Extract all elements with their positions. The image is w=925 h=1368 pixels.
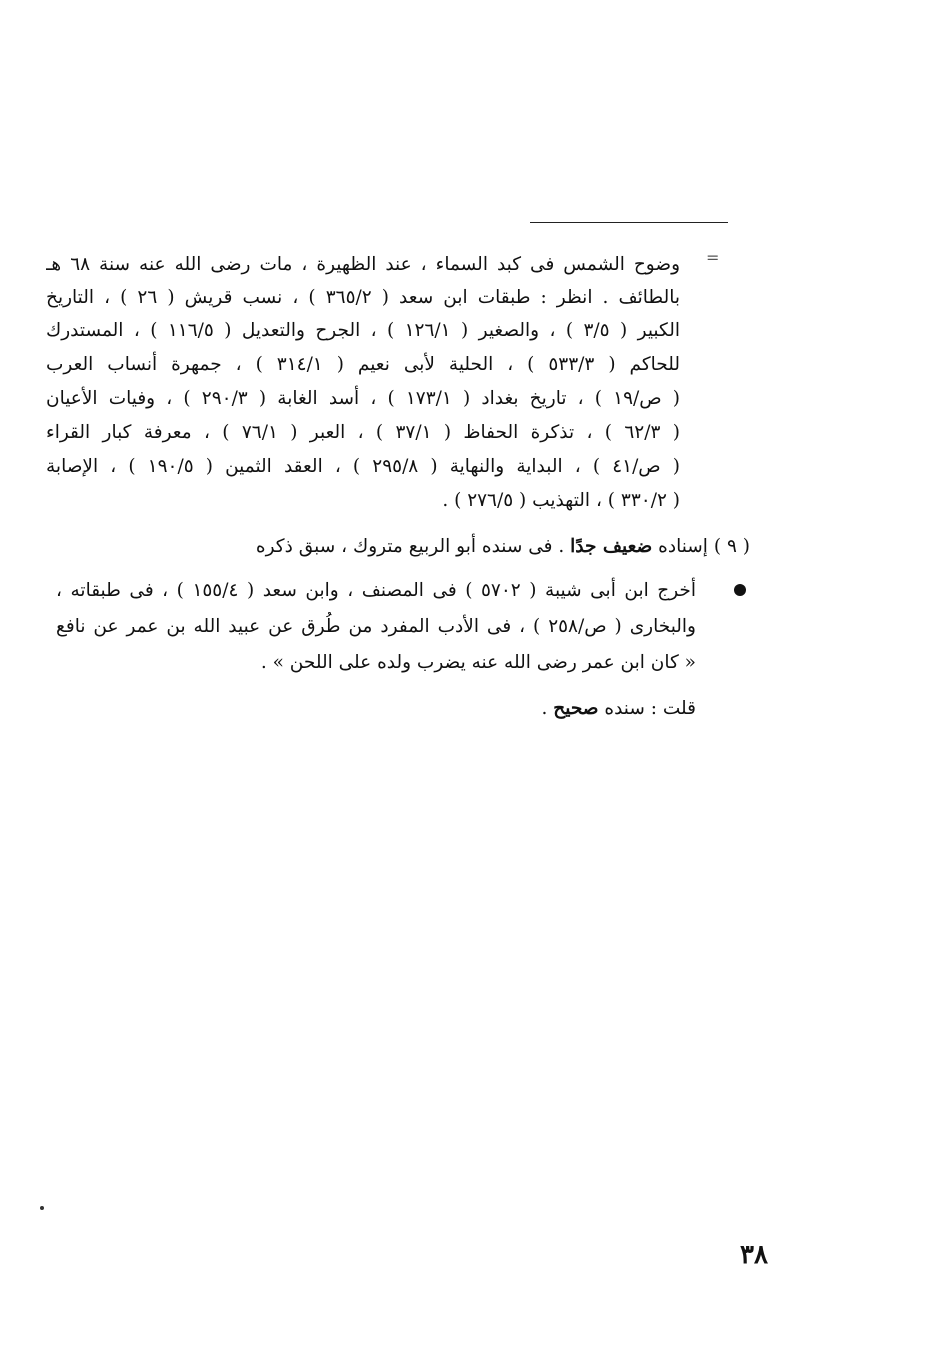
takhrij-line-last: « كان ابن عمر رضى الله عنه يضرب ولده على اللحن » .	[260, 652, 696, 673]
conclusion-verdict: صحيح	[553, 698, 599, 719]
conclusion-end: .	[541, 698, 548, 719]
note-9-line	[176, 532, 750, 562]
footnote-line: وضوح الشمس فى كبد السماء ، عند الظهيرة ، مات رضى الله عنه سنة ٦٨ هـ	[46, 254, 680, 275]
footnote-line: للحاكم ( ٥٣٣/٣ ) ، الحلية لأبى نعيم ( ٣١٤/١ ) ، جمهرة أنساب العرب	[46, 354, 680, 375]
note-9-number: ( ٩ )	[713, 536, 750, 557]
footnote-line: بالطائف . انظر : طبقات ابن سعد ( ٣٦٥/٢ ) ، نسب قريش ( ٢٦ ) ، التاريخ	[46, 287, 680, 308]
footnote-line: ( ص/١٩ ) ، تاريخ بغداد ( ١٧٣/١ ) ، أسد الغابة ( ٢٩٠/٣ ) ، وفيات الأعيان	[46, 388, 680, 409]
footnote-continuation-marker: =	[706, 248, 720, 267]
conclusion-line	[420, 694, 696, 724]
takhrij-line: والبخارى ( ص/٢٥٨ ) ، فى الأدب المفرد من طُرق عن عبيد الله بن عمر عن نافع	[56, 616, 696, 637]
conclusion-lead: قلت : سنده	[604, 698, 696, 719]
note-9-verdict: ضعيف جدًا	[570, 536, 653, 557]
footnote-line: ( ص/٤١ ) ، البداية والنهاية ( ٢٩٥/٨ ) ، العقد الثمين ( ١٩٠/٥ ) ، الإصابة	[46, 456, 680, 477]
takhrij-line: أخرج ابن أبى شيبة ( ٥٧٠٢ ) فى المصنف ، وابن سعد ( ١٥٥/٤ ) ، فى طبقاته ،	[56, 580, 696, 601]
page-number: ٣٨	[740, 1240, 768, 1270]
footnote-line: الكبير ( ٣/٥ ) ، والصغير ( ١٢٦/١ ) ، الجرح والتعديل ( ١١٦/٥ ) ، المستدرك	[46, 320, 680, 341]
footnote-separator-rule	[530, 222, 728, 223]
scan-speck	[40, 1206, 44, 1210]
note-9-rest: . فى سنده أبو الربيع متروك ، سبق ذكره	[255, 536, 565, 557]
footnote-line: ( ٦٢/٣ ) ، تذكرة الحفاظ ( ٣٧/١ ) ، العبر ( ٧٦/١ ) ، معرفة كبار القراء	[46, 422, 680, 443]
note-9-lead: إسناده	[658, 536, 708, 557]
bullet-icon	[734, 584, 746, 596]
footnote-line-last: ( ٣٣٠/٢ ) ، التهذيب ( ٢٧٦/٥ ) .	[442, 490, 680, 511]
